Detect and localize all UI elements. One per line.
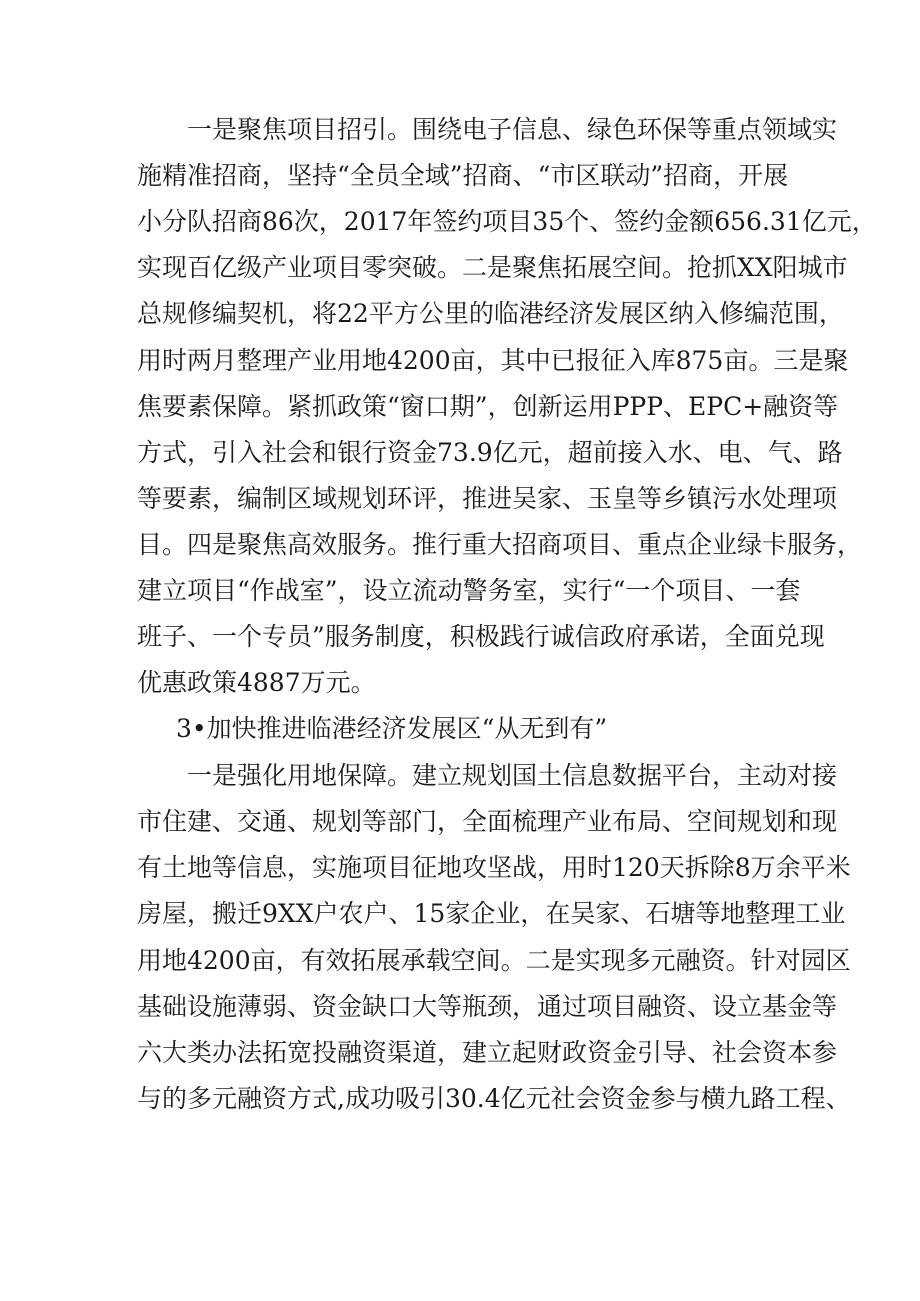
paragraph-1-line-13: 优惠政策4887万元。 [137,668,376,697]
paragraph-2-line-2: 市住建、交通、规划等部门，全面梳理产业布局、空间规划和现 [137,807,838,836]
paragraph-1-line-8: 方式，引入社会和银行资金73.9亿元，超前接入水、电、气、路 [137,438,843,467]
paragraph-1-line-1: 一是聚焦项目招引。围绕电子信息、绿色环保等重点领域实 [187,115,838,144]
paragraph-1-line-2: 施精准招商，坚持“全员全域”招商、“市区联动”招商，开展 [137,161,789,190]
paragraph-2-line-3: 有土地等信息，实施项目征地攻坚战，用时120天拆除8万余平米 [137,853,851,882]
paragraph-2-line-6: 基础设施薄弱、资金缺口大等瓶颈，通过项目融资、设立基金等 [137,992,838,1021]
paragraph-1-line-5: 总规修编契机，将22平方公里的临港经济发展区纳入修编范围， [137,299,844,328]
paragraph-2-line-8: 与的多元融资方式,成功吸引30.4亿元社会资金参与横九路工程、 [137,1084,851,1113]
paragraph-1-line-7: 焦要素保障。紧抓政策“窗口期”，创新运用PPP、EPC+融资等 [137,392,839,421]
paragraph-1-line-11: 建立项目“作战室”，设立流动警务室，实行“一个项目、一套 [137,576,801,605]
paragraph-1-line-6: 用时两月整理产业用地4200亩，其中已报征入库875亩。三是聚 [137,346,849,375]
paragraph-2-line-4: 房屋，搬迁9XX户农户、15家企业，在吴家、石塘等地整理工业 [137,899,846,928]
paragraph-1-line-12: 班子、一个专员”服务制度，积极践行诚信政府承诺，全面兑现 [137,622,825,651]
paragraph-1-line-4: 实现百亿级产业项目零突破。二是聚焦拓展空间。抢抓XX阳城市 [137,253,848,282]
paragraph-2-line-5: 用地4200亩，有效拓展承载空间。二是实现多元融资。针对园区 [137,946,851,975]
paragraph-2-line-7: 六大类办法拓宽投融资渠道，建立起财政资金引导、社会资本参 [137,1038,838,1067]
paragraph-1-line-3: 小分队招商86次，2017年签约项目35个、签约金额656.31亿元， [137,207,877,236]
paragraph-1-line-10: 目。四是聚焦高效服务。推行重大招商项目、重点企业绿卡服务， [137,530,863,559]
paragraph-1-line-9: 等要素，编制区域规划环评，推进吴家、玉皇等乡镇污水处理项 [137,484,838,513]
paragraph-2-line-1: 一是强化用地保障。建立规划国土信息数据平台，主动对接 [187,761,838,790]
section-heading: 3•加快推进临港经济发展区“从无到有” [176,714,608,743]
